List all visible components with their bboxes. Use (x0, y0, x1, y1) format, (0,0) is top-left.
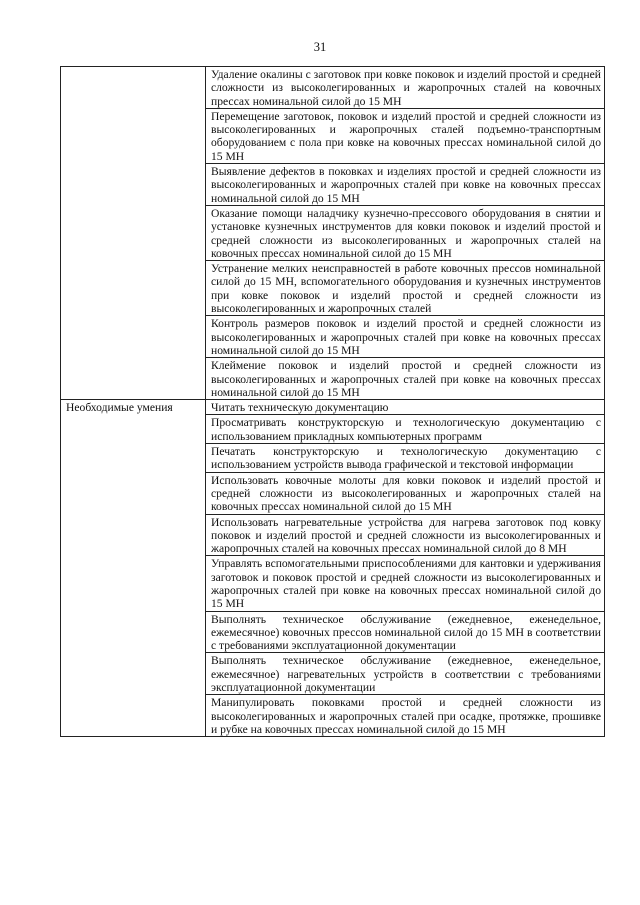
table-cell: Перемещение заготовок, поковок и изделий простой и средней сложности из высоколегированных и жаропрочных сталей подъемно-транспортным оборудованием с пола при ковке на ковочных прессах номинальной силой до 15 МН (206, 108, 605, 163)
table-cell: Просматривать конструкторскую и технологическую документацию с использованием прикладных компьютерных программ (206, 415, 605, 444)
table-cell: Устранение мелких неисправностей в работе ковочных прессов номинальной силой до 15 МН, вспомогательного оборудования и кузнечных инструментов при ковке поковок и изделий простой и средней сложности из высоколегированных и жаропрочных сталей (206, 261, 605, 316)
table-cell: Читать техническую документацию (206, 400, 605, 415)
table-cell: Использовать нагревательные устройства для нагрева заготовок под ковку поковок и изделий простой и средней сложности из высоколегированных и жаропрочных сталей на ковочных прессах номинальной силой до 8 МН (206, 514, 605, 556)
section-label (61, 67, 206, 400)
requirements-table (60, 66, 605, 737)
table-cell: Манипулировать поковками простой и средней сложности из высоколегированных и жаропрочных сталей при осадке, протяжке, прошивке и рубке на ковочных прессах номинальной силой до 15 МН (206, 695, 605, 737)
table-cell: Выявление дефектов в поковках и изделиях простой и средней сложности из высоколегированных и жаропрочных сталей при ковке на ковочных прессах номинальной силой до 15 МН (206, 164, 605, 206)
section-label: Необходимые умения (61, 400, 206, 737)
table-row (61, 67, 605, 109)
table-cell: Управлять вспомогательными приспособлениями для кантовки и удерживания заготовок и поковок простой и средней сложности из высоколегированных и жаропрочных сталей при ковке на ковочных прессах номинальной силой до 15 МН (206, 556, 605, 611)
table-cell: Выполнять техническое обслуживание (ежедневное, еженедельное, ежемесячное) ковочных прессов номинальной силой до 15 МН в соответствии с требованиями эксплуатационной документации (206, 611, 605, 653)
page-number: 31 (313, 40, 327, 54)
table-cell: Использовать ковочные молоты для ковки поковок и изделий простой и средней сложности из высоколегированных и жаропрочных сталей на ковочных прессах номинальной силой до 15 МН (206, 472, 605, 514)
table-cell: Выполнять техническое обслуживание (ежедневное, еженедельное, ежемесячное) нагревательных устройств в соответствии с требованиями эксплуатационной документации (206, 653, 605, 695)
table-cell: Оказание помощи наладчику кузнечно-прессового оборудования в снятии и установке кузнечных инструментов для ковки поковок и изделий простой и средней сложности из высоколегированных и жаропрочных сталей на ковочных прессах номинальной силой до 15 МН (206, 205, 605, 260)
table-cell: Клеймение поковок и изделий простой и средней сложности из высоколегированных и жаропрочных сталей при ковке на ковочных прессах номинальной силой до 15 МН (206, 358, 605, 400)
table-cell: Удаление окалины с заготовок при ковке поковок и изделий простой и средней сложности из высоколегированных и жаропрочных сталей на ковочных прессах номинальной силой до 15 МН (206, 67, 605, 109)
table-cell: Контроль размеров поковок и изделий простой и средней сложности из высоколегированных и жаропрочных сталей при ковке на ковочных прессах номинальной силой до 15 МН (206, 316, 605, 358)
table-cell: Печатать конструкторскую и технологическую документацию с использованием устройств вывода графической и текстовой информации (206, 444, 605, 473)
table-row (61, 400, 605, 415)
